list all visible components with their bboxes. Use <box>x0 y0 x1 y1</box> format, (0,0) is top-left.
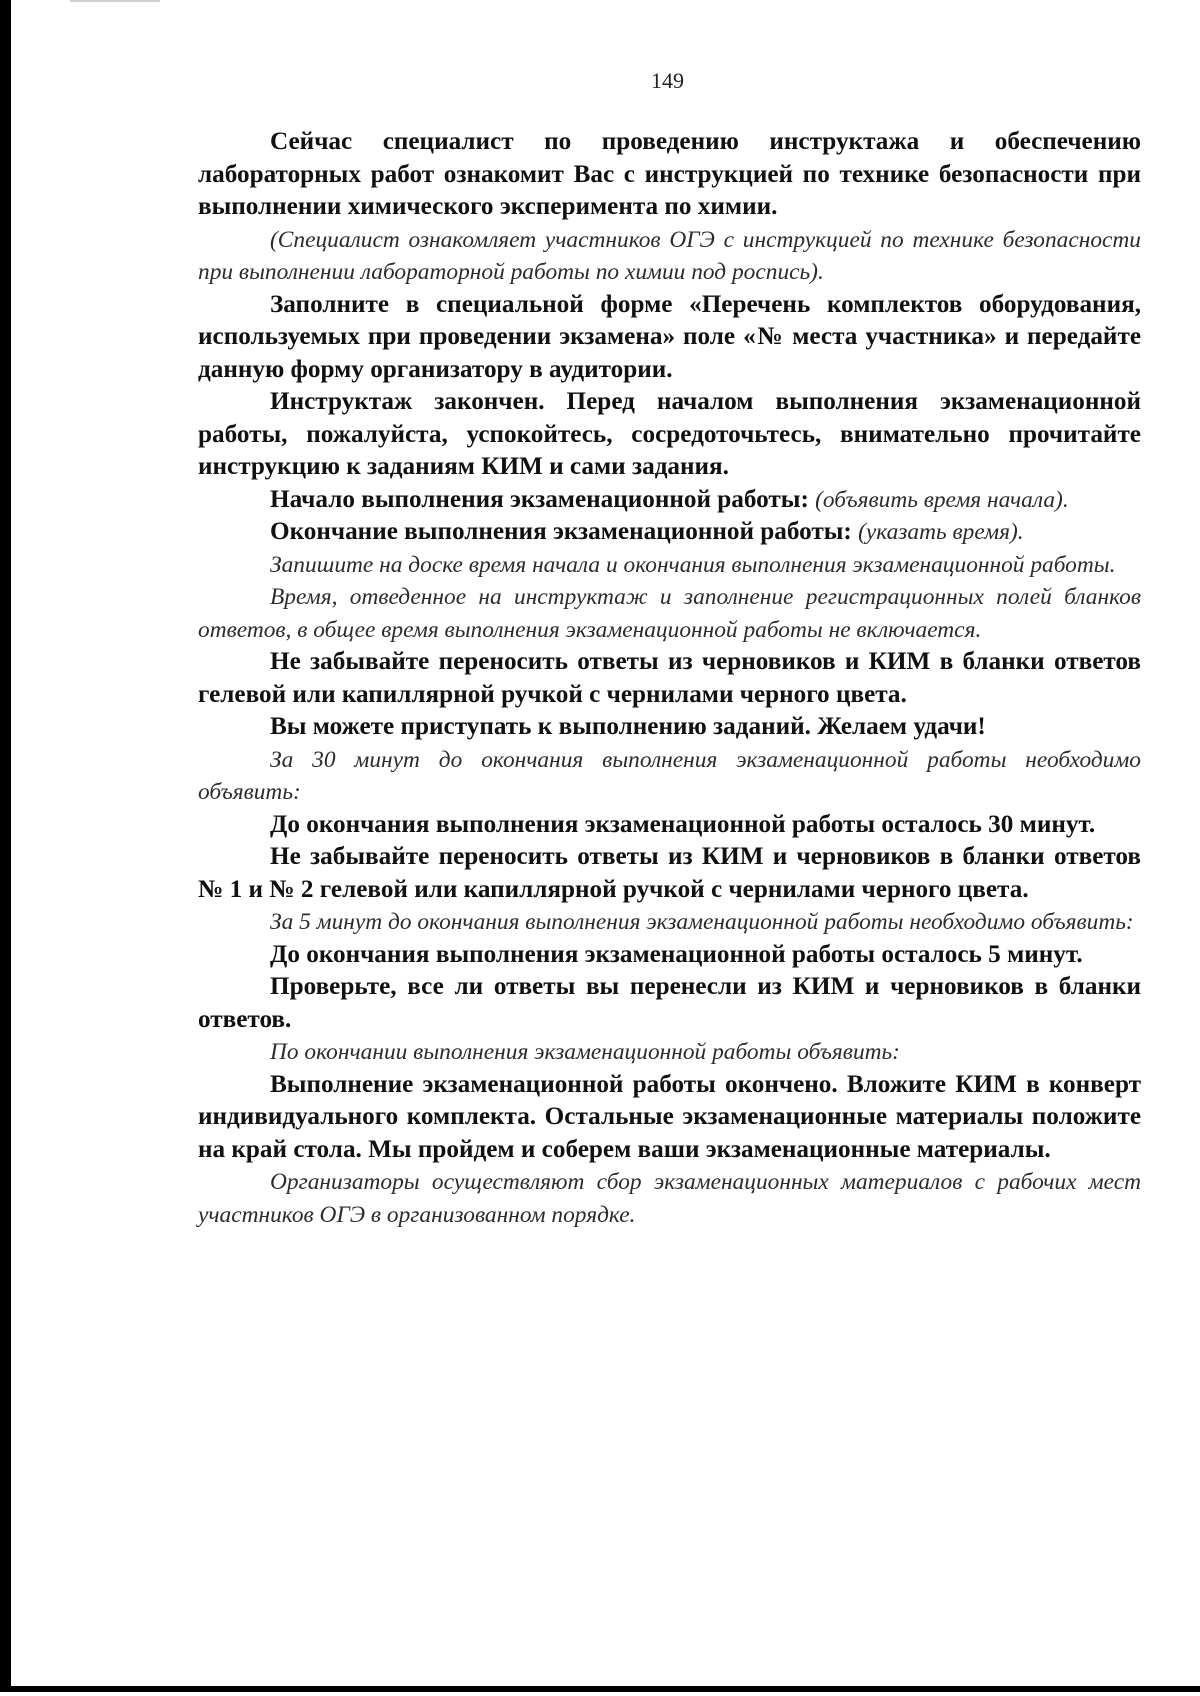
paragraph-work-finished: Выполнение экзаменационной работы окончено. Вложите КИМ в конверт индивидуального комплекта. Остальные экзаменационные материалы положите на край стола. Мы пройдем и соберем ваши экзаменационные материалы. <box>198 1070 1141 1163</box>
scan-border-bottom <box>0 1686 1200 1692</box>
paragraph-end-time <box>198 516 1141 549</box>
instruction-30-minutes: За 30 минут до окончания выполнения экзаменационной работы необходимо объявить: <box>198 746 1141 805</box>
instruction-5-minutes: За 5 минут до окончания выполнения экзаменационной работы необходимо объявить: <box>270 909 1134 935</box>
start-time-label: Начало выполнения экзаменационной работы: <box>270 485 809 513</box>
paragraph-check-answers: Проверьте, все ли ответы вы перенесли из КИМ и черновиков в бланки ответов. <box>198 973 1141 1033</box>
paragraph-safety-briefing: Сейчас специалист по проведению инструктажа и обеспечению лабораторных работ ознакомит Вас с инструкцией по технике безопасности при выполнении химического эксперимента по химии. <box>198 128 1141 220</box>
instruction-safety-signature: (Специалист ознакомляет участников ОГЭ с инструкцией по технике безопасности при выполнении лабораторной работы по химии под роспись). <box>198 226 1141 285</box>
paragraph-5-minutes-left: До окончания выполнения экзаменационной работы осталось 5 минут. <box>270 940 1083 968</box>
paragraph-equipment-form: Заполните в специальной форме «Перечень комплектов оборудования, используемых при проведении экзамена» поле «№ места участника» и передайте данную форму организатору в аудитории. <box>198 290 1141 383</box>
end-time-note: (указать время). <box>858 519 1024 545</box>
scan-border-left <box>0 0 11 1692</box>
paragraph-30-minutes-left: До окончания выполнения экзаменационной работы осталось 30 минут. <box>270 810 1096 838</box>
start-time-note: (объявить время начала). <box>815 486 1069 513</box>
scan-artifact <box>70 0 160 2</box>
paragraph-briefing-finished: Инструктаж закончен. Перед началом выполнения экзаменационной работы, пожалуйста, успокойтесь, сосредоточьтесь, внимательно прочитайте инструкцию к заданиям КИМ и сами задания. <box>198 388 1141 480</box>
paragraph-good-luck: Вы можете приступать к выполнению заданий. Желаем удачи! <box>270 713 986 740</box>
paragraph-transfer-reminder: Не забывайте переносить ответы из КИМ и черновиков в бланки ответов № 1 и № 2 гелевой или капиллярной ручкой с чернилами черного цвета. <box>198 843 1141 903</box>
end-time-label: Окончание выполнения экзаменационной работы: <box>270 518 852 545</box>
paragraph-start-time <box>198 484 1141 517</box>
document-body <box>198 126 1141 1231</box>
instruction-time-not-included: Время, отведенное на инструктаж и заполнение регистрационных полей бланков ответов, в общее время выполнения экзаменационной работы не включается. <box>198 584 1141 643</box>
instruction-announce-end: По окончании выполнения экзаменационной работы объявить: <box>270 1039 900 1065</box>
paragraph-transfer-answers: Не забывайте переносить ответы из черновиков и КИМ в бланки ответов гелевой или капиллярной ручкой с чернилами черного цвета. <box>198 648 1141 708</box>
page-number: 149 <box>651 68 684 93</box>
instruction-collect-materials: Организаторы осуществляют сбор экзаменационных материалов с рабочих мест участников ОГЭ в организованном порядке. <box>198 1169 1141 1228</box>
instruction-write-times: Запишите на доске время начала и окончания выполнения экзаменационной работы. <box>270 551 1116 578</box>
